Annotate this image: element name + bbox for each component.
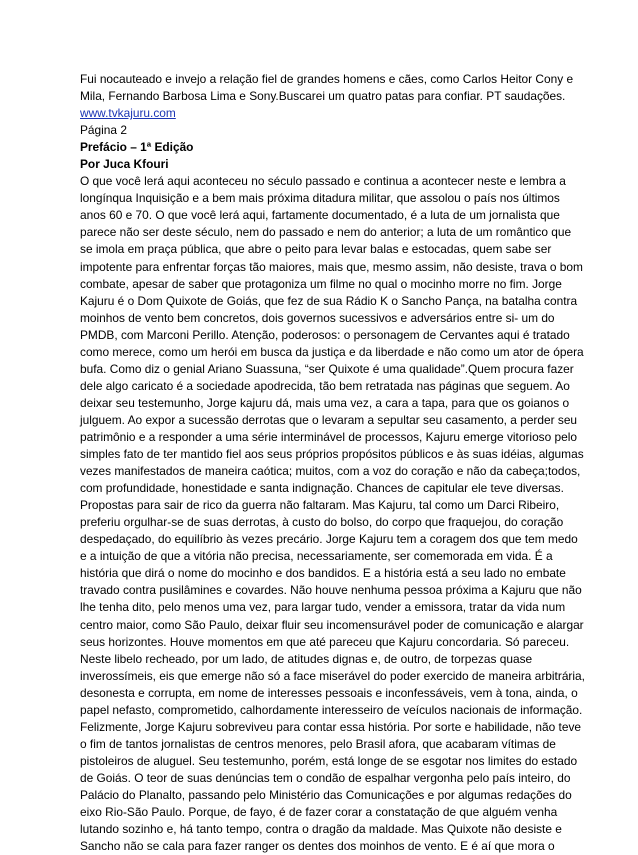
body-line: e a intuição de que a vitória não precisa, necessariamente, ser comemorada em vida. É a	[80, 549, 553, 564]
body-line: Propostas para sair de rico da guerra não faltaram. Mas Kajuru, tal como um Darci Ribeiro,	[80, 498, 560, 513]
body-line: simples fato de ter mantido fiel aos seus próprios propósitos públicos e às suas idéias, algumas	[80, 447, 584, 462]
author-line: Por Juca Kfouri	[80, 157, 169, 172]
section-title: Prefácio – 1ª Edição	[80, 140, 194, 155]
intro-line: Mila, Fernando Barbosa Lima e Sony.Buscarei um quatro patas para confiar. PT saudações.	[80, 89, 566, 104]
body-line: pistoleiros de aluguel. Seu testemunho, porém, está longe de se esgotar nos limites do estado	[80, 753, 578, 768]
body-line: dele algo caricato é a sociedade apodrecida, tão bem retratada nas páginas que seguem. Ao	[80, 378, 570, 393]
body-line: desonesta e corrupta, em nome de interesses pessoais e inconfessáveis, vem à tona, ainda, o	[80, 685, 578, 700]
body-line: deixar seu testemunho, Jorge kajuru dá, mais uma vez, a cara a tapa, para que os goianos o	[80, 395, 570, 410]
body-line: papel nefasto, comprometido, calhordamente interesseiro de veículos nacionais de informação.	[80, 702, 583, 717]
body-line: de Goiás. O teor de suas denúncias tem o condão de espalhar vergonha pelo país inteiro, do	[80, 770, 571, 785]
body-line: centro maior, como São Paulo, deixar fluir seu incomensurável poder de comunicação e alargar	[80, 617, 584, 632]
body-line: patrimônio e a responder a uma série interminável de processos, Kajuru emerge vitorioso pelo	[80, 429, 578, 444]
body-line: preferiu orgulhar-se de suas derrotas, à custo do bolso, do corpo que fraquejou, do coração	[80, 515, 564, 530]
body-line: como merece, como um herói em busca da justiça e da liberdade e não como um ator de ópera	[80, 344, 584, 359]
body-line: julguem. Ao expor a sucessão derrotas que o levaram a sepultar seu casamento, a perder seu	[80, 412, 578, 427]
body-line: vezes manifestados de maneira caótica; muitos, com a voz do coração e não da cabeça;todos,	[80, 464, 581, 479]
body-line: Neste libelo recheado, por um lado, de atitudes dignas e, de outro, de torpezas quase	[80, 651, 533, 666]
body-line: despedaçado, do equilíbrio às vezes precário. Jorge Kajuru tem a coragem dos que tem medo	[80, 532, 578, 547]
body-line: com profundidade, honestidade e santa indignação. Chances de capitular ele teve diversas.	[80, 481, 564, 496]
body-line: Felizmente, Jorge Kajuru sobreviveu para contar essa história. Por sorte e habilidade, não teve	[80, 719, 582, 734]
body-line: longínqua Inquisição e a bem mais próxima ditadura militar, que assolou o país nos últimos	[80, 191, 560, 206]
body-text	[80, 173, 585, 855]
body-line: lhe tenha dito, pelo menos uma vez, para largar tudo, vender a emissora, tratar da vida num	[80, 600, 566, 615]
body-line: eixo Rio-São Paulo. Porque, de fayo, é de fazer corar a constatação de que alguém venha	[80, 805, 558, 820]
body-line: travado contra pusilâmines e covardes. Não houve nenhuma pessoa próxima a Kajuru que não	[80, 583, 582, 598]
body-line: se imola em praça pública, que abre o peito para levar balas e estocadas, quem sabe ser	[80, 242, 552, 257]
body-line: seus horizontes. Houve momentos em que até pareceu que Kajuru concordaria. Só pareceu.	[80, 634, 570, 649]
body-line: Palácio do Planalto, passando pelo Ministério das Comunicações e por algumas redações do	[80, 787, 572, 802]
body-line: história que dirá o nome do mocinho e dos bandidos. E a história está a seu lado no embate	[80, 566, 566, 581]
body-line: O que você lerá aqui aconteceu no século passado e continua a acontecer neste e lembra a	[80, 174, 566, 189]
website-link[interactable]: www.tvkajuru.com	[80, 106, 176, 121]
page-label: Página 2	[80, 123, 127, 138]
body-line: impotente para enfrentar forças tão maiores, mais que, mesmo assim, não desiste, trava o bom	[80, 259, 583, 274]
body-line: o fim de tantos jornalistas de centros menores, pelo Brasil afora, que acabaram vítimas de	[80, 736, 556, 751]
body-line: combate, apesar de saber que protagoniza um filme no qual o mocinho morre no fim. Jorge	[80, 276, 562, 291]
body-line: bufa. Como diz o genial Ariano Suassuna, “ser Quixote é uma qualidade”.Quem procura fazer	[80, 361, 574, 376]
document-page	[80, 71, 585, 855]
body-line: moinhos de vento bem concretos, dois governos sucessivos e adversários entre si- um do	[80, 310, 555, 325]
body-line: lutando sozinho e, há tanto tempo, contra o dragão da maldade. Mas Quixote não desiste e	[80, 822, 562, 837]
body-line: Kajuru é o Dom Quixote de Goiás, que fez de sua Rádio K o Sancho Pança, na batalha contra	[80, 293, 578, 308]
body-line: PMDB, com Marconi Perillo. Atenção, poderosos: o personagem de Cervantes aqui é tratado	[80, 327, 570, 342]
body-line: inverossímeis, eis que emerge não só a face miserável do poder exercido de maneira arbitrária,	[80, 668, 585, 683]
intro-line: Fui nocauteado e invejo a relação fiel de grandes homens e cães, como Carlos Heitor Cony e	[80, 72, 574, 86]
body-line: parece não ser deste século, nem do passado e nem do anterior; a luta de um romântico que	[80, 225, 572, 240]
body-line: Sancho não se cala para fazer ranger os dentes dos moinhos de vento. E é aí que mora o	[80, 839, 555, 854]
body-line: anos 60 e 70. O que você lerá aqui, fartamente documentado, é a luta de um jornalista que	[80, 208, 560, 223]
